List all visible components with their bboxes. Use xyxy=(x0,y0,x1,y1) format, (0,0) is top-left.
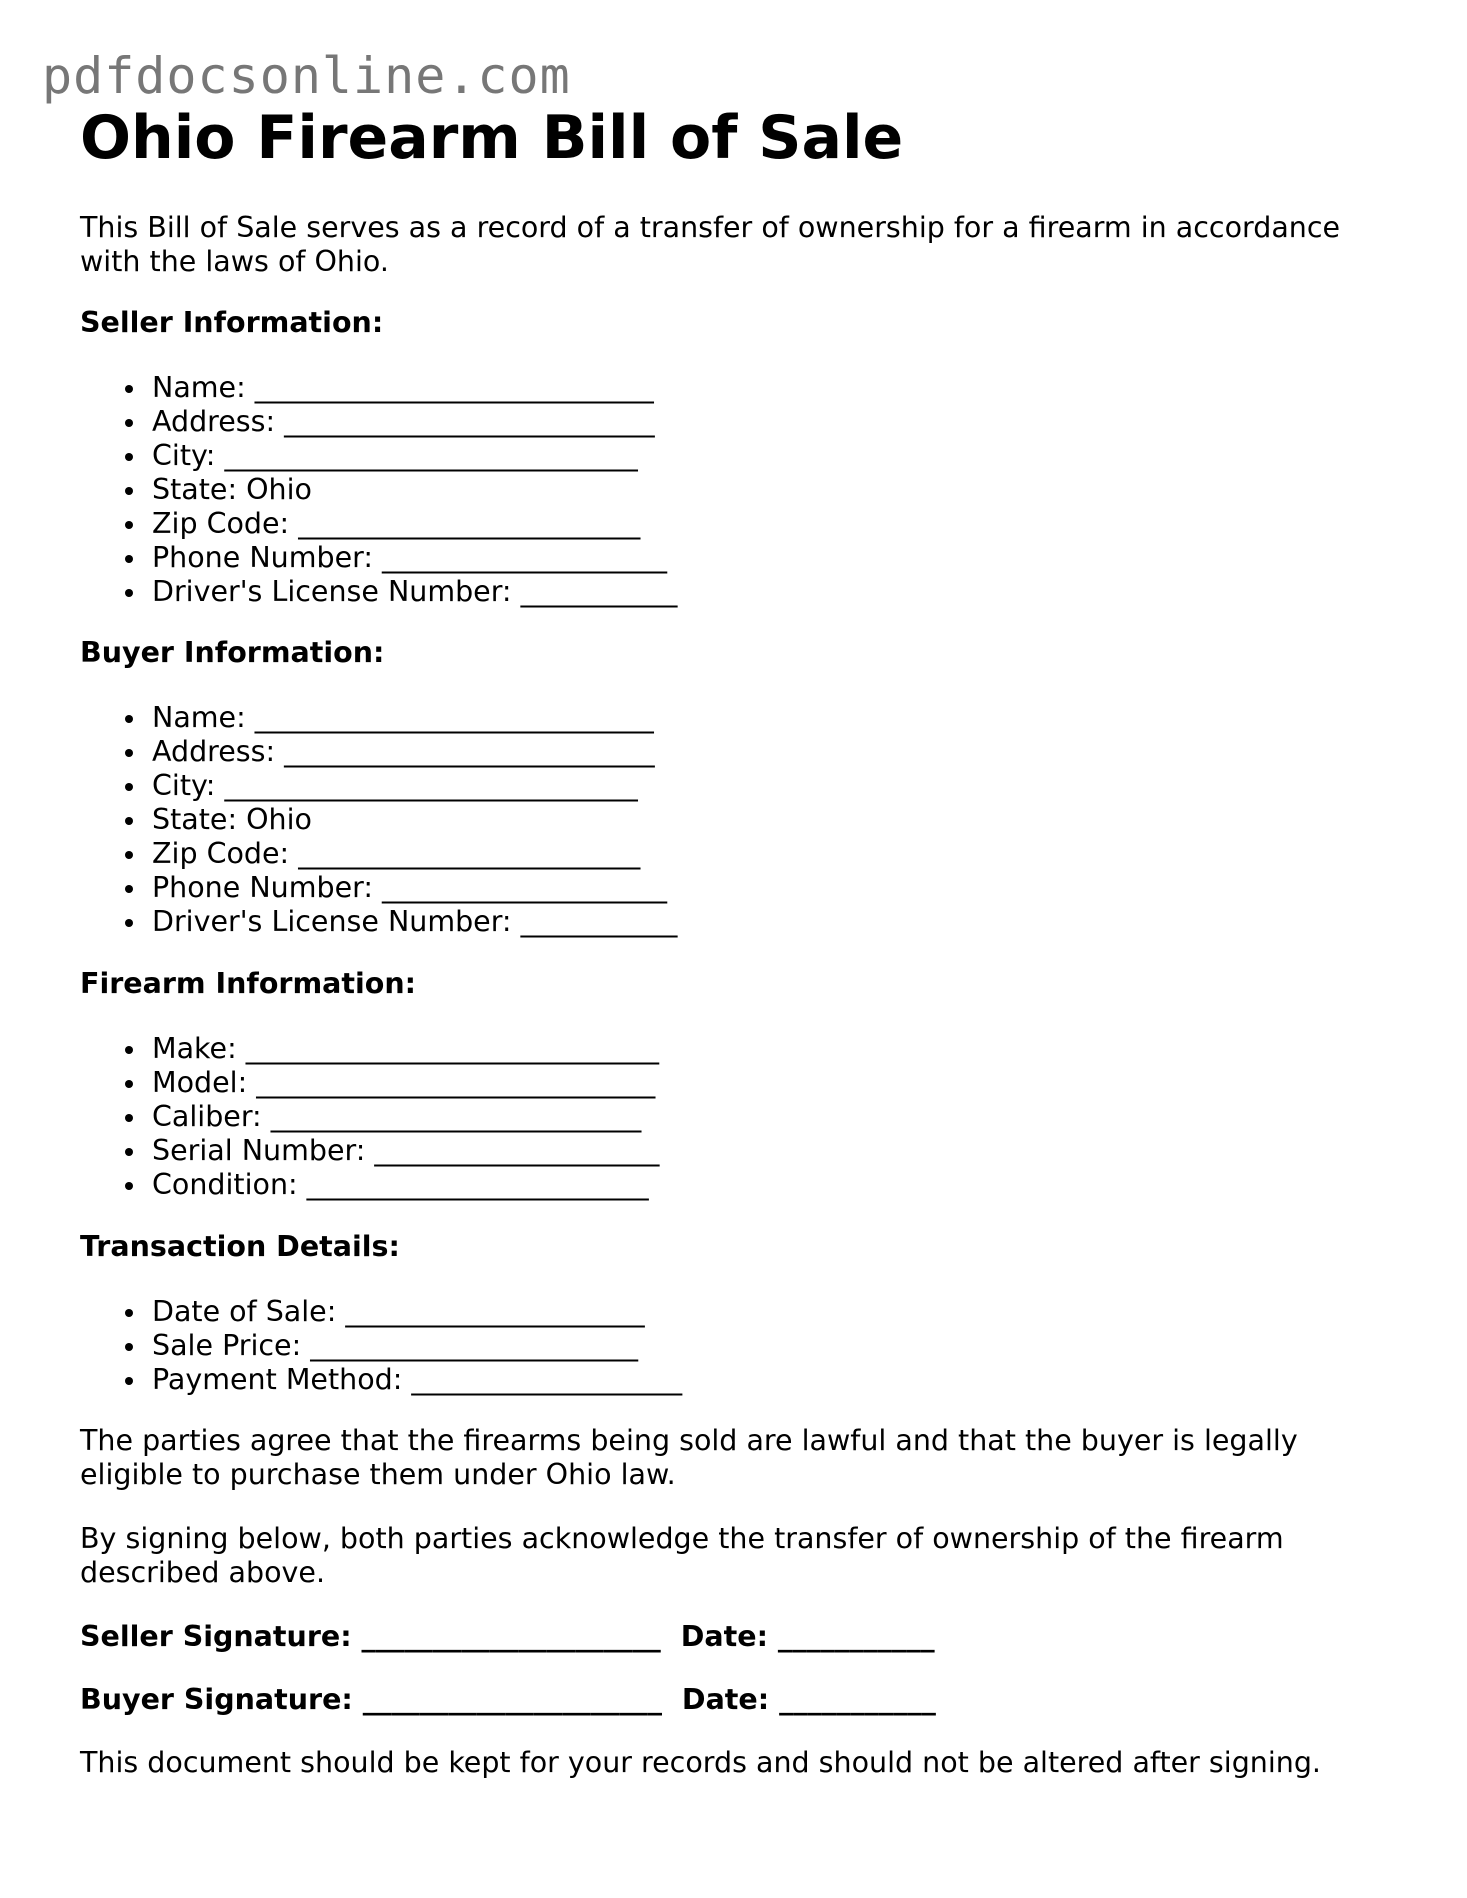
firearm-caliber-field: Caliber: __________________________ xyxy=(152,1100,659,1134)
transaction-price-field: Sale Price: _______________________ xyxy=(152,1329,682,1363)
seller-field-list xyxy=(152,371,677,609)
buyer-heading: Buyer Information: xyxy=(80,636,385,669)
buyer-address-field: Address: __________________________ xyxy=(152,735,677,769)
seller-date-label: Date: ___________ xyxy=(680,1620,935,1653)
firearm-field-list xyxy=(152,1032,659,1202)
firearm-serial-field: Serial Number: ____________________ xyxy=(152,1134,660,1167)
intro-paragraph: This Bill of Sale serves as a record of a transfer of ownership for a firearm in accordance with the laws of Ohio. xyxy=(80,211,1341,278)
seller-city-field: City: _____________________________ xyxy=(152,439,677,473)
acknowledgment-paragraph: By signing below, both parties acknowledge the transfer of ownership of the firearm described above. xyxy=(80,1522,1284,1589)
seller-phone-field: Phone Number: ____________________ xyxy=(152,541,677,575)
firearm-heading: Firearm Information: xyxy=(80,967,417,1000)
buyer-phone-field: Phone Number: ____________________ xyxy=(152,871,677,905)
page-title: Ohio Firearm Bill of Sale xyxy=(80,103,904,173)
buyer-signature-line xyxy=(80,1683,946,1717)
transaction-heading: Transaction Details: xyxy=(80,1230,400,1263)
seller-signature-line xyxy=(80,1620,945,1654)
buyer-field-list xyxy=(152,701,677,939)
seller-address-field: Address: __________________________ xyxy=(152,405,677,439)
buyer-name-field: Name: ____________________________ xyxy=(152,701,677,735)
seller-name-field: Name: ____________________________ xyxy=(152,371,677,405)
firearm-model-field: Model: ____________________________ xyxy=(152,1066,659,1100)
seller-license-field: Driver's License Number: ___________ xyxy=(152,575,678,608)
seller-heading: Seller Information: xyxy=(80,306,384,339)
transaction-payment-field: Payment Method: ___________________ xyxy=(152,1363,683,1396)
transaction-date-field: Date of Sale: _____________________ xyxy=(152,1295,682,1329)
buyer-zip-field: Zip Code: ________________________ xyxy=(152,837,677,871)
seller-signature-label: Seller Signature: _____________________ xyxy=(80,1620,661,1653)
agreement-paragraph: The parties agree that the firearms being sold are lawful and that the buyer is legally eligible to purchase them under Ohio law. xyxy=(80,1424,1298,1491)
watermark: pdfdocsonline.com xyxy=(42,47,571,105)
buyer-date-label: Date: ___________ xyxy=(681,1683,936,1716)
buyer-state-field: State: Ohio xyxy=(152,803,677,837)
buyer-city-field: City: _____________________________ xyxy=(152,769,677,803)
transaction-field-list xyxy=(152,1295,682,1397)
firearm-make-field: Make: _____________________________ xyxy=(152,1032,659,1065)
buyer-signature-label: Buyer Signature: _____________________ xyxy=(80,1683,662,1716)
seller-state-field: State: Ohio xyxy=(152,473,677,507)
buyer-license-field: Driver's License Number: ___________ xyxy=(152,905,678,938)
seller-zip-field: Zip Code: ________________________ xyxy=(152,507,677,541)
firearm-condition-field: Condition: ________________________ xyxy=(152,1168,659,1202)
footer-note: This document should be kept for your records and should not be altered after signing. xyxy=(80,1746,1321,1779)
